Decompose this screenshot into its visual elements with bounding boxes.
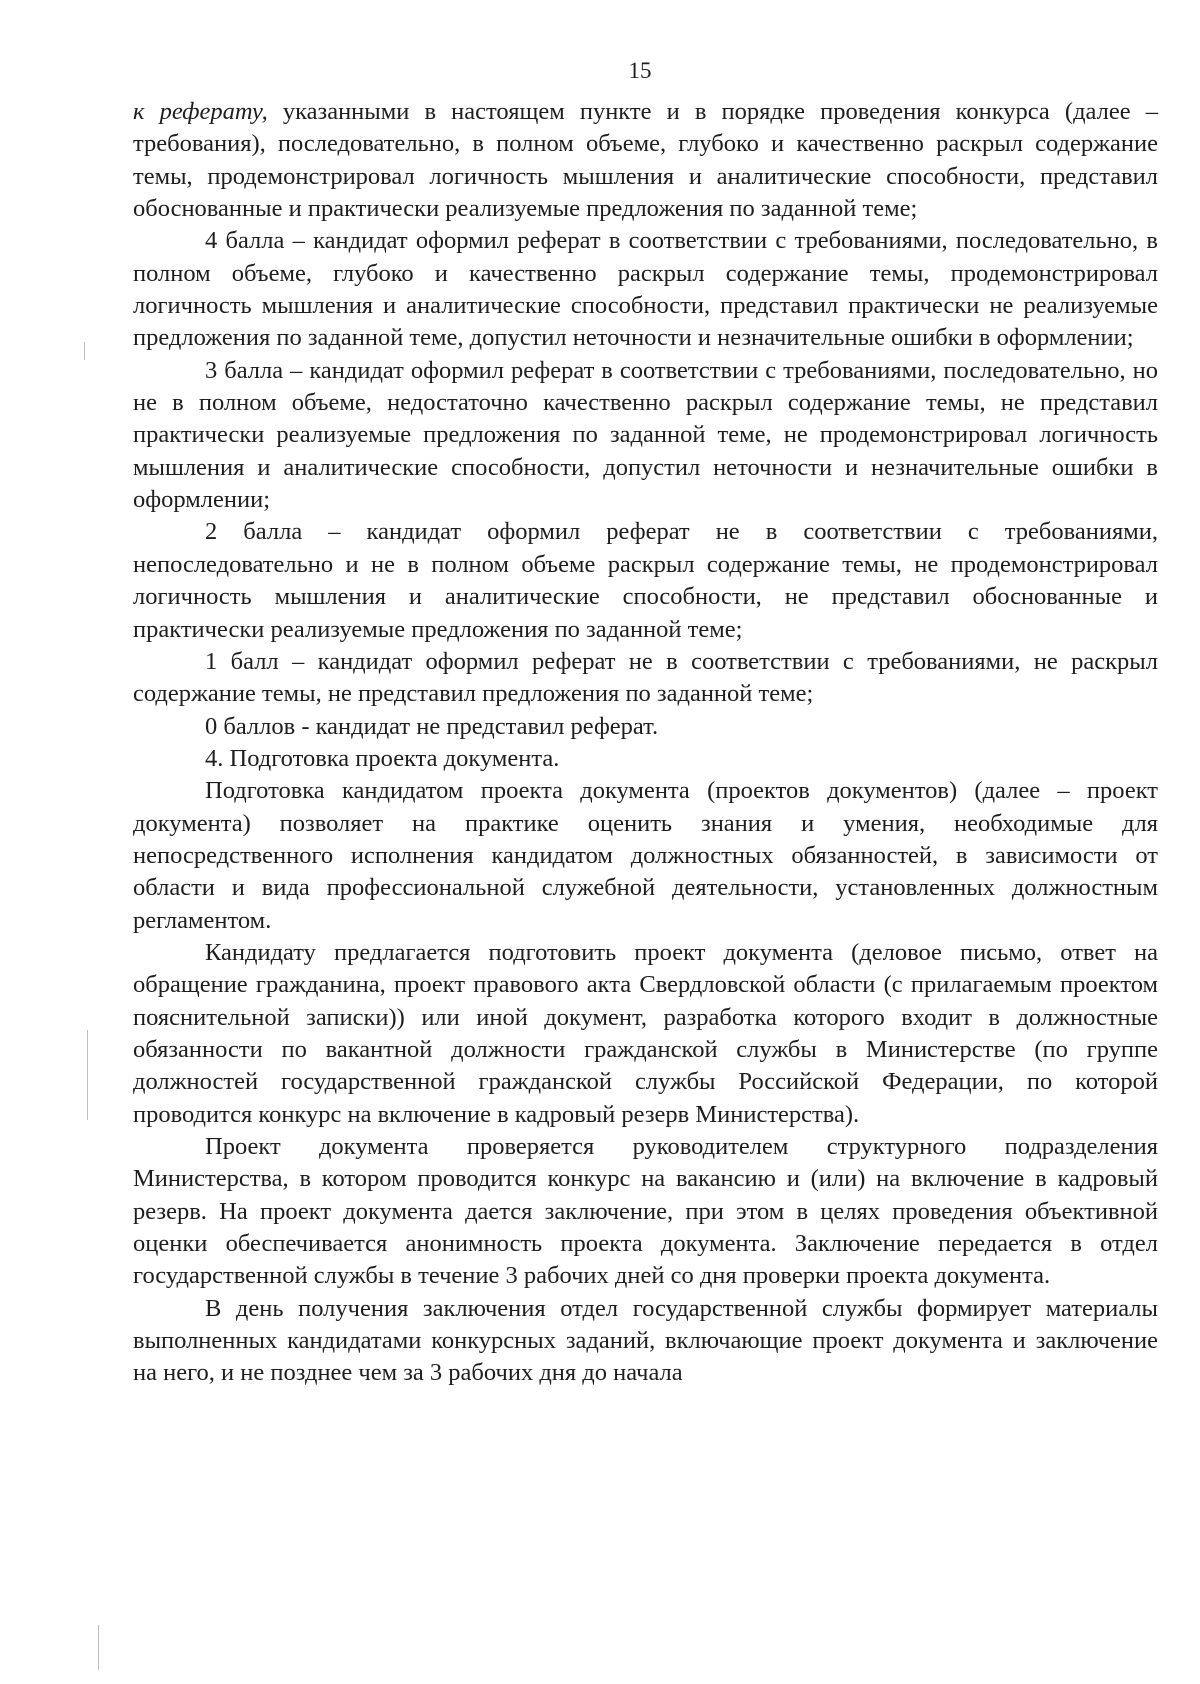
paragraph-10: Проект документа проверяется руководителем структурного подразделения Министерства, в котором проводится конкурс на вакансию и (или) на включение в кадровый резерв. На проект документа дается заключение, при этом в целях проведения объективной оценки обеспечивается анонимность проекта документа. Заключение передается в отдел государственной службы в течение 3 рабочих дней со дня проверки проекта документа.: [133, 1133, 1158, 1290]
paragraph-text: указанными в настоящем пункте и в порядке проведения конкурса (далее – требования), последовательно, в полном объеме, глубоко и качественно раскрыл содержание темы, продемонстрировал логичность мышления и аналитические способности, представил обоснованные и практически реализуемые предложения по заданной теме;: [133, 98, 1158, 223]
paragraph-1: [133, 96, 1158, 225]
paragraph-9: Кандидату предлагается подготовить проект документа (деловое письмо, ответ на обращение гражданина, проект правового акта Свердловской области (с прилагаемым проектом пояснительной записки)) или иной документ, разработка которого входит в должностные обязанности по вакантной должности гражданской службы в Министерстве (по группе должностей государственной гражданской службы Российской Федерации, по которой проводится конкурс на включение в кадровый резерв Министерства).: [133, 938, 1158, 1128]
paragraph-8: Подготовка кандидатом проекта документа (проектов документов) (далее – проект документа) позволяет на практике оценить знания и умения, необходимые для непосредственного исполнения кандидатом должностных обязанностей, в зависимости от области и вида профессиональной служебной деятельности, установленных должностным регламентом.: [133, 777, 1158, 934]
paragraph-3: 3 балла – кандидат оформил реферат в соответствии с требованиями, последовательно, но не в полном объеме, недостаточно качественно раскрыл содержание темы, не представил практически реализуемые предложения по заданной теме, не продемонстрировал логичность мышления и аналитические способности, допустил неточности и незначительные ошибки в оформлении;: [133, 356, 1158, 514]
page-number: 15: [628, 58, 652, 83]
scan-artifact-line: [87, 1030, 88, 1120]
paragraph-11: В день получения заключения отдел государственной службы формирует материалы выполненных кандидатами конкурсных заданий, включающие проект документа и заключение на него, и не позднее чем за 3 рабочих дня до начала: [133, 1294, 1158, 1387]
paragraph-5: 1 балл – кандидат оформил реферат не в соответствии с требованиями, не раскрыл содержание темы, не представил предложения по заданной теме;: [133, 647, 1158, 708]
scan-artifact-line: [84, 342, 85, 360]
italic-lead: к реферату,: [133, 98, 268, 125]
paragraph-7: 4. Подготовка проекта документа.: [205, 744, 560, 772]
scan-artifact-line: [98, 1625, 99, 1670]
paragraph-6: 0 баллов - кандидат не представил реферат.: [205, 712, 659, 740]
paragraph-2: 4 балла – кандидат оформил реферат в соответствии с требованиями, последовательно, в полном объеме, глубоко и качественно раскрыл содержание темы, продемонстрировал логичность мышления и аналитические способности, представил практически не реализуемые предложения по заданной теме, допустил неточности и незначительные ошибки в оформлении;: [133, 227, 1158, 352]
document-body: [133, 96, 1158, 1390]
paragraph-4: 2 балла – кандидат оформил реферат не в соответствии с требованиями, непоследовательно и не в полном объеме раскрыл содержание темы, не продемонстрировал логичность мышления и аналитические способности, не представил обоснованные и практически реализуемые предложения по заданной теме;: [133, 518, 1158, 643]
